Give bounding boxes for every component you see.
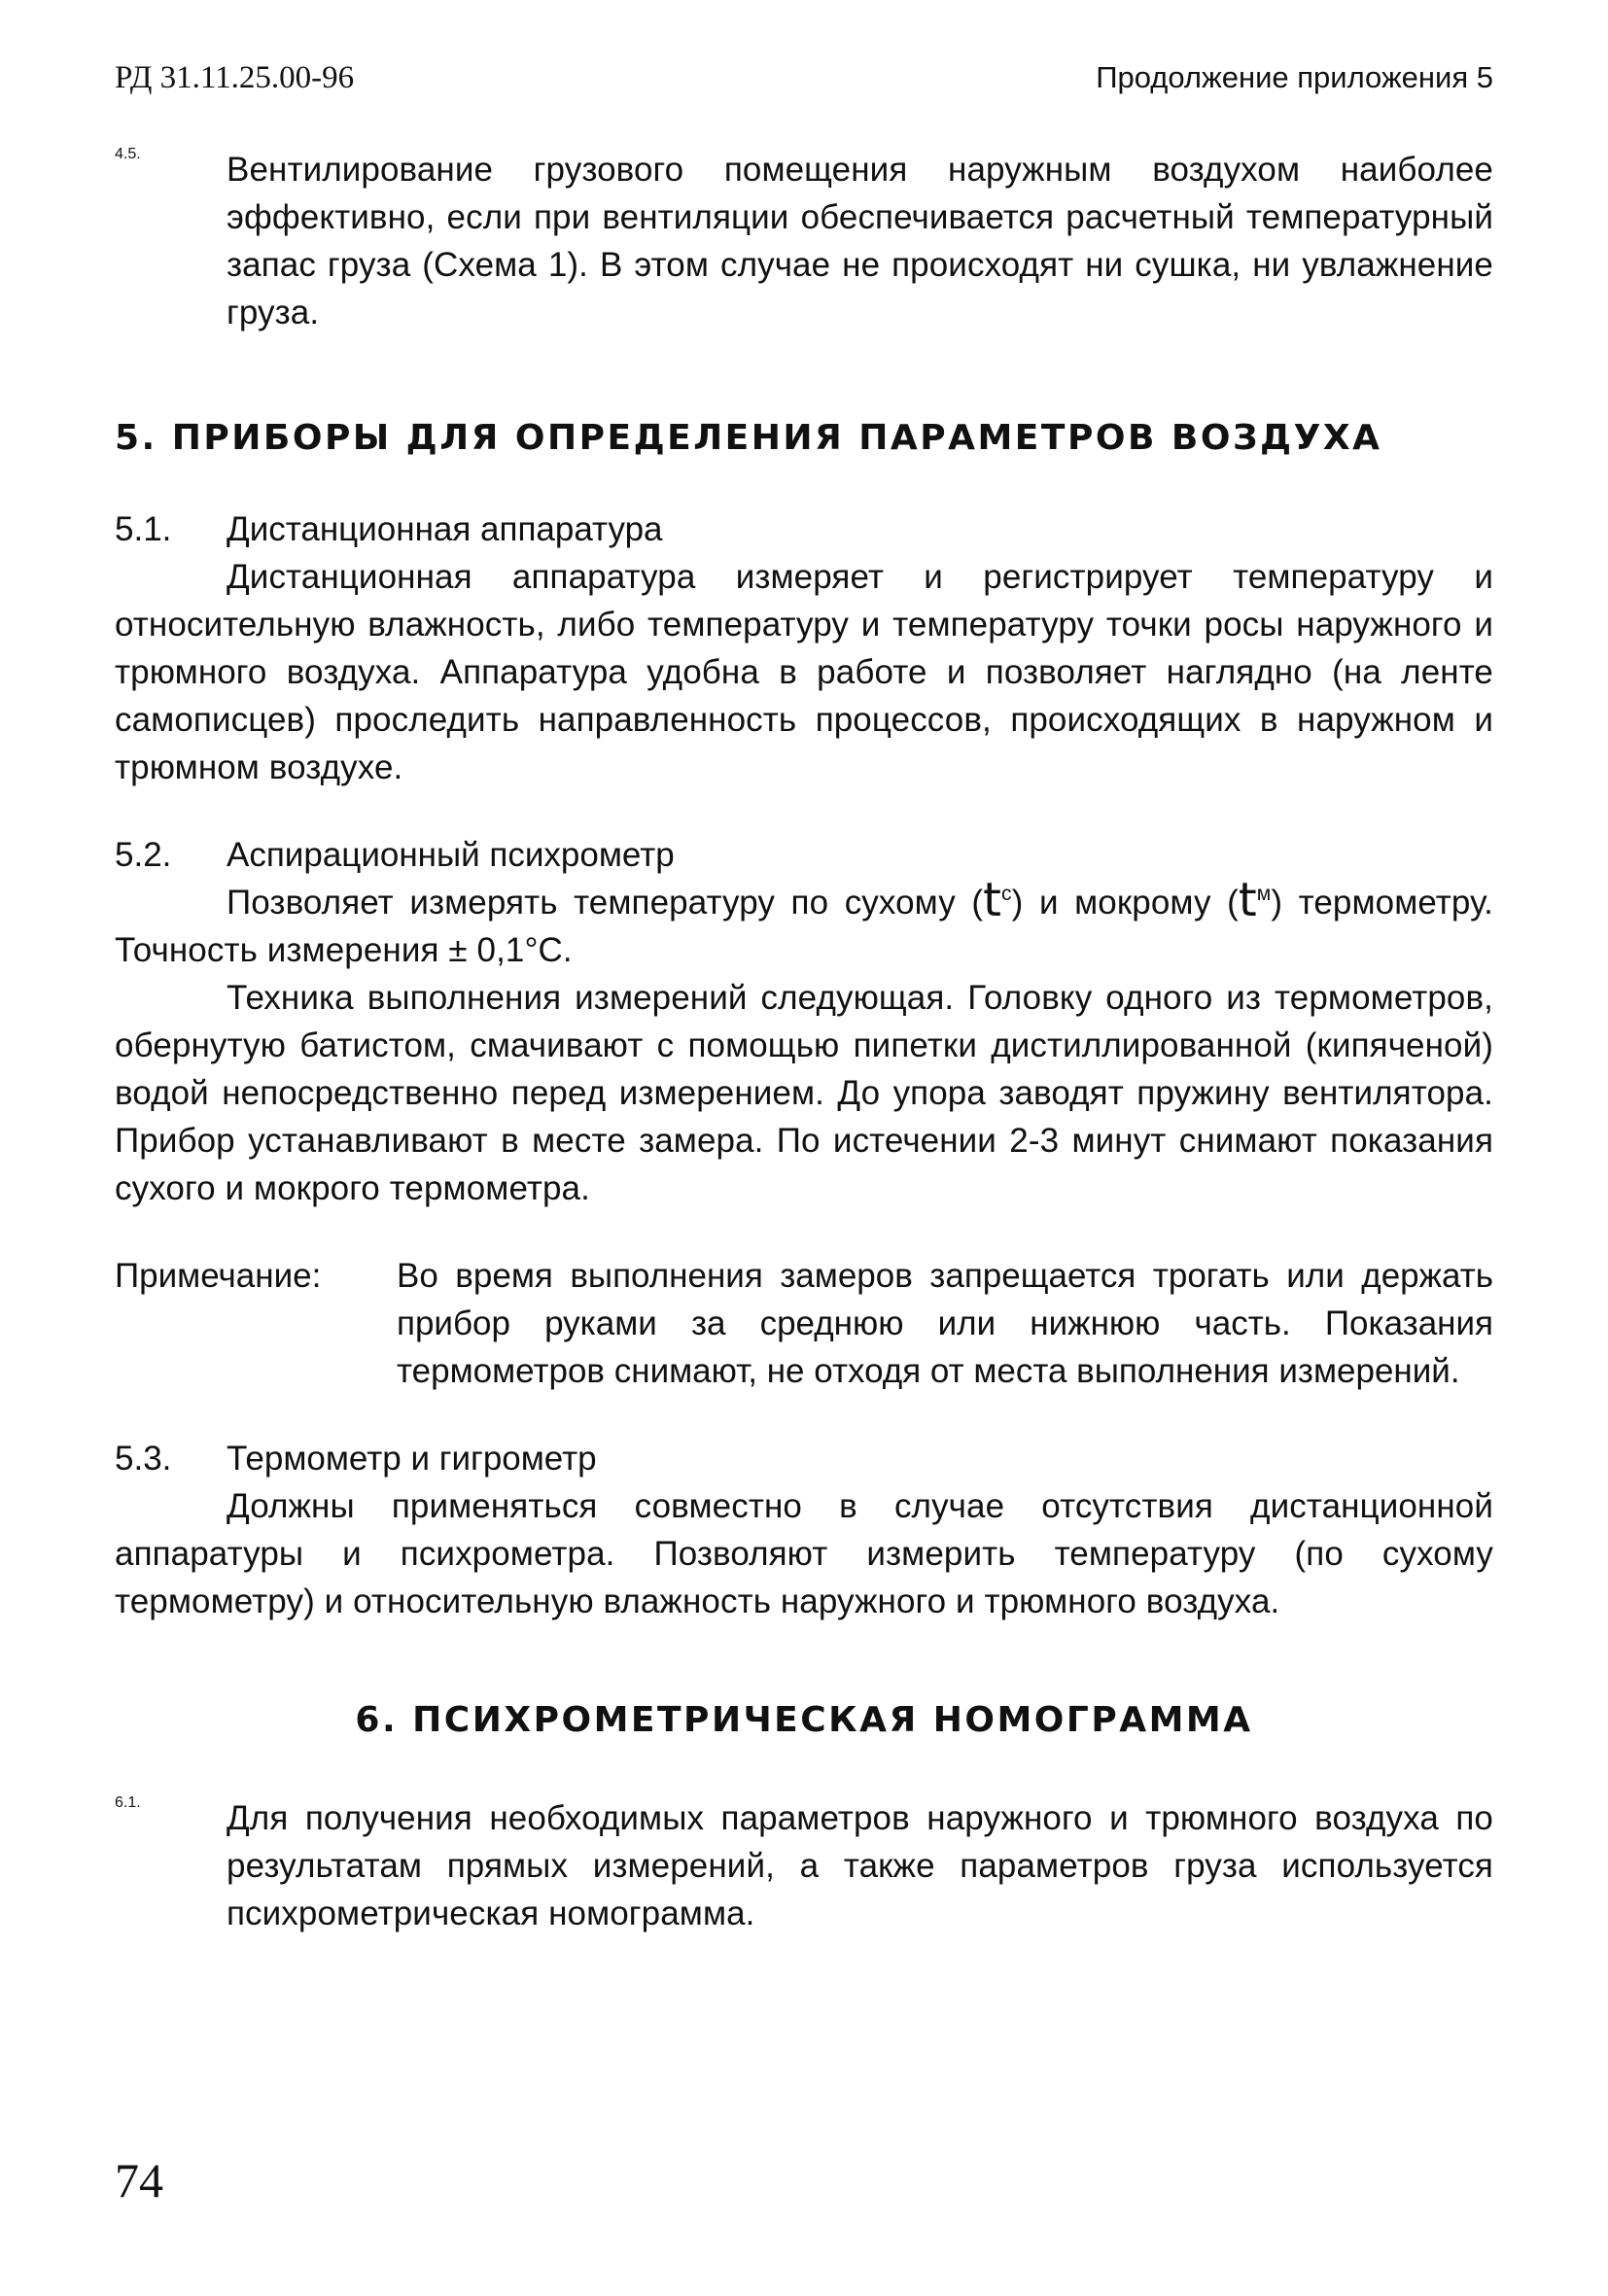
subsection-number: 5.1.	[115, 510, 172, 548]
wet-superscript: м	[1256, 883, 1272, 905]
paragraph-text: Вентилирование грузового помещения наружным воздухом наиболее эффективно, если при вентиляции обеспечивается расчетный температурный запас груза (Схема 1). В этом случае не происходят ни сушка, ни увлажнение груза.	[227, 151, 1493, 331]
running-header	[115, 60, 1493, 96]
paragraph-text: Для получения необходимых параметров наружного и трюмного воздуха по результатам прямых измерений, а также параметров груза используется психрометрическая номограмма.	[227, 1799, 1493, 1932]
section-5-heading: 5. ПРИБОРЫ ДЛЯ ОПРЕДЕЛЕНИЯ ПАРАМЕТРОВ ВОЗДУХА	[115, 418, 1382, 458]
subsection-5-2-text	[115, 873, 1494, 974]
page-number: 74	[115, 2153, 163, 2208]
subsection-5-3-text: Должны применяться совместно в случае отсутствия дистанционной аппаратуры и психрометра. Позволяют измерить температуру (по сухому термометру) и относительную влажность наружного и трюмного воздуха.	[115, 1487, 1493, 1620]
paragraph-4-5	[115, 146, 1493, 336]
paragraph-6-1	[115, 1794, 1493, 1937]
subsection-5-1-text: Дистанционная аппаратура измеряет и регистрирует температуру и относительную влажность, либо температуру и температуру точки росы наружного и трюмного воздуха. Аппаратура удобна в работе и позволяет наглядно (на ленте самописцев) проследить направленность процессов, происходящих в наружном и трюмном воздухе.	[115, 558, 1493, 786]
paragraph-number: 4.5.	[115, 146, 141, 162]
dry-temp-symbol: t	[983, 873, 1002, 927]
appendix-continuation-label: Продолжение приложения 5	[1096, 60, 1493, 94]
section-6-heading: 6. ПСИХРОМЕТРИЧЕСКАЯ НОМОГРАММА	[355, 1700, 1253, 1740]
document-code: РД 31.11.25.00-96	[115, 60, 355, 95]
subsection-title: Аспирационный психрометр	[227, 836, 675, 874]
subsection-5-1-heading	[115, 505, 1493, 553]
page-content	[115, 146, 1493, 1937]
subsection-5-2-heading	[115, 831, 1493, 879]
note-label: Примечание:	[115, 1257, 322, 1295]
note-text: Во время выполнения замеров запрещается трогать или держать прибор руками за среднюю или нижнюю часть. Показания термометров снимают, не отходя от места выполнения измерений.	[397, 1257, 1493, 1390]
subsection-5-3-heading	[115, 1435, 1493, 1482]
subsection-number: 5.2.	[115, 836, 172, 874]
measurement-technique-text: Техника выполнения измерений следующая. Головку одного из термометров, обернутую батистом, смачивают с помощью пипетки дистиллированной (кипяченой) водой непосредственно перед измерением. До упора заводят пружину вентилятора. Прибор устанавливают в месте замера. По истечении 2-3 минут снимают показания сухого и мокрого термометра.	[115, 979, 1493, 1207]
text-fragment: Позволяет измерять температуру по сухому (	[227, 884, 984, 922]
text-fragment: ) и мокрому (	[1011, 884, 1239, 922]
text-fragment: ) термометру. Точность измерения ± 0,1°С.	[115, 884, 1494, 969]
wet-temp-symbol: t	[1238, 873, 1257, 927]
subsection-title: Термометр и гигрометр	[227, 1440, 597, 1478]
paragraph-number: 6.1.	[115, 1794, 141, 1811]
subsection-number: 5.3.	[115, 1440, 172, 1478]
dry-superscript: с	[1001, 883, 1012, 905]
subsection-title: Дистанционная аппаратура	[227, 510, 663, 548]
note-block	[115, 1252, 1493, 1395]
